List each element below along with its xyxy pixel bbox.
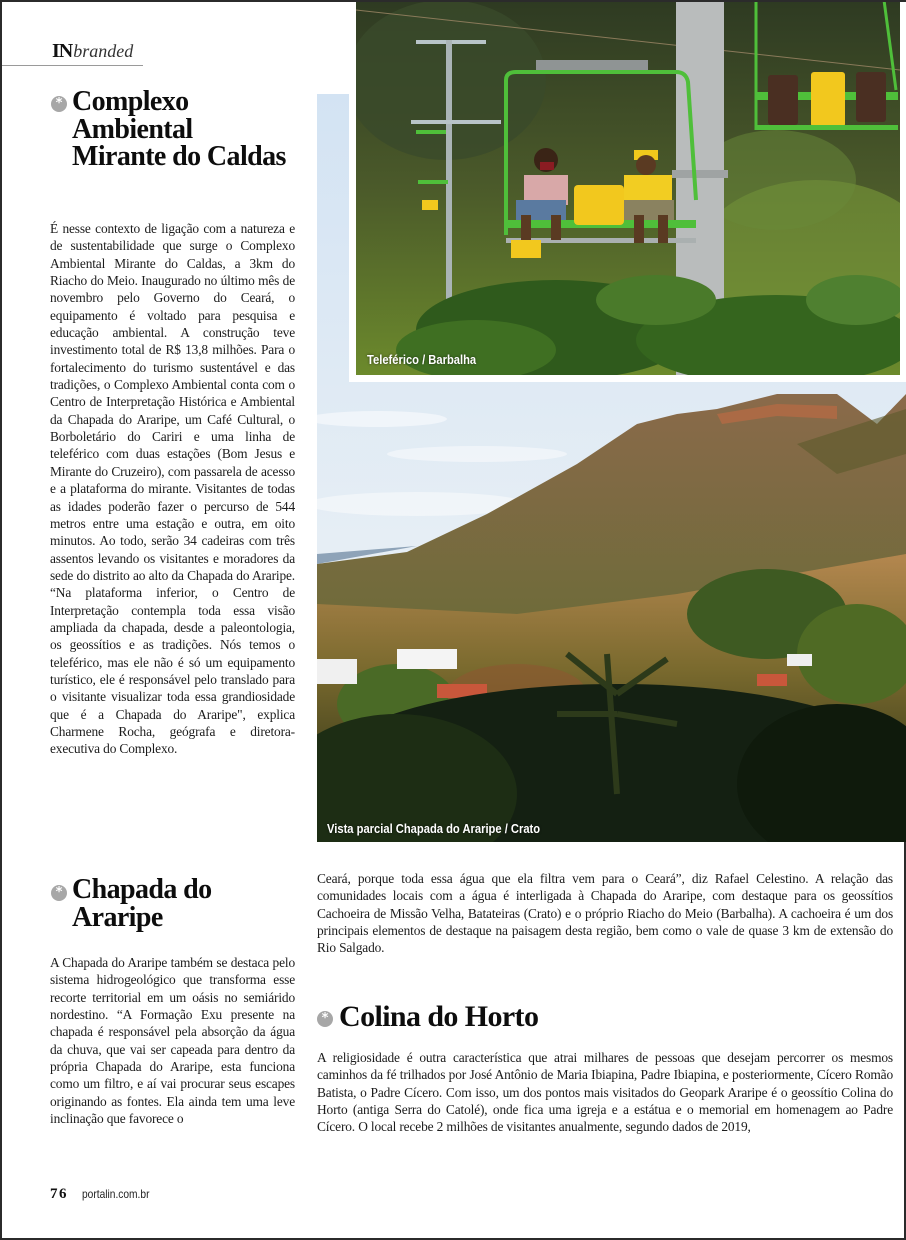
section-heading-chapada xyxy=(51,876,272,932)
page-number: 76 xyxy=(50,1186,68,1202)
photo-caption: Teleférico / Barbalha xyxy=(367,352,477,367)
photo-teleferico xyxy=(356,0,900,375)
section-title: Complexo Ambiental Mirante do Caldas xyxy=(72,86,286,172)
asterisk-circle-icon: * xyxy=(51,885,67,901)
site-url: portalin.com.br xyxy=(82,1187,150,1201)
teleferico-illustration xyxy=(356,0,900,375)
masthead xyxy=(52,40,133,63)
masthead-rule xyxy=(2,65,143,66)
body-text-chapada-left: A Chapada do Araripe também se destaca pelo sistema hidrogeológico que transforma esse recorte territorial em um oásis no semiárido nordestino. “A Formação Exu presente na chapada é responsável pela absorção da água da chuva, que vai ser capeada para dentro da própria Chapada do Araripe, esta funciona como um filtro, e aí vai procurar seus escapes originando as fontes. Ela ainda tem uma leve inclinação que favorece o xyxy=(50,955,295,1127)
body-text-complexo: É nesse contexto de ligação com a natureza e de sustentabilidade que surge o Complexo Ambiental Mirante do Caldas, a 3km do Riacho do Meio. Inaugurado no último mês de novembro pelo Governo do Ceará, o equipamento é voltado para pesquisa e educação ambiental. A construção teve investimento total de R$ 13,8 milhões. Para o fortalecimento do turismo sustentável e das tradições, o Complexo Ambiental conta com o Centro de Interpretação Histórica e Ambiental da Chapada do Araripe, um Café Cultural, o Borboletário do Cariri e uma linha de teleférico com duas estações (Bom Jesus e Mirante do Cruzeiro), com passarela de acesso e a plataforma do mirante. Visitantes de todas as idades poderão fazer o percurso de 544 metros entre uma estação e outra, em oito minutos. Ao todo, serão 34 cadeiras com três assentos levando os visitantes e moradores da sede do distrito ao alto da Chapada do Araripe. “Na plataforma inferior, o Centro de Interpretação contempla toda essa visão ampliada da chapada, desde a paleontologia, os geossítios e as tradições. Nós temos o teleférico, mas ele não é só um equipamento turístico, ele é responsável pelo translado para o visitante visualizar toda essa grandiosidade que é a Chapada do Araripe", explica Charmene Rocha, geógrafa e diretora-executiva do Complexo. xyxy=(50,221,295,757)
body-text-colina: A religiosidade é outra característica que atrai milhares de pessoas que desejam percorrer os mesmos caminhos da fé trilhados por José Antônio de Maria Ibiapina, Padre Ibiapina, e posteriormente, Cícero Romão Batista, o Padre Cícero. Com isso, um dos pontos mais visitados do Geopark Araripe é o geossítio Colina do Horto (antiga Serra do Catolé), onde fica uma igreja e a estátua e o memorial em homenagem ao Padre Cícero. O local recebe 2 milhões de visitantes anualmente, segundo dados de 2019, xyxy=(317,1050,893,1135)
asterisk-circle-icon: * xyxy=(317,1011,333,1027)
brand-branded: branded xyxy=(73,41,134,61)
section-title: Colina do Horto xyxy=(339,1000,539,1033)
brand-in: IN xyxy=(52,40,73,62)
body-text-chapada-right: Ceará, porque toda essa água que ela filtra vem para o Ceará”, diz Rafael Celestino. A relação das comunidades locais com a água é interligada à Chapada do Araripe, com destaque para os geossítios Cachoeira de Missão Velha, Batateiras (Crato) e o próprio Riacho do Meio (Barbalha). A cachoeira é um dos principais elementos de destaque na paisagem desta região, bem como o vale de quase 3 km de extensão do Rio Salgado. xyxy=(317,871,893,956)
section-title: Chapada do Araripe xyxy=(72,874,212,933)
section-heading-colina xyxy=(317,1000,538,1034)
page-footer xyxy=(50,1186,161,1203)
photo-caption: Vista parcial Chapada do Araripe / Crato xyxy=(327,821,541,836)
asterisk-circle-icon: * xyxy=(51,96,67,112)
section-heading-complexo xyxy=(51,88,292,171)
